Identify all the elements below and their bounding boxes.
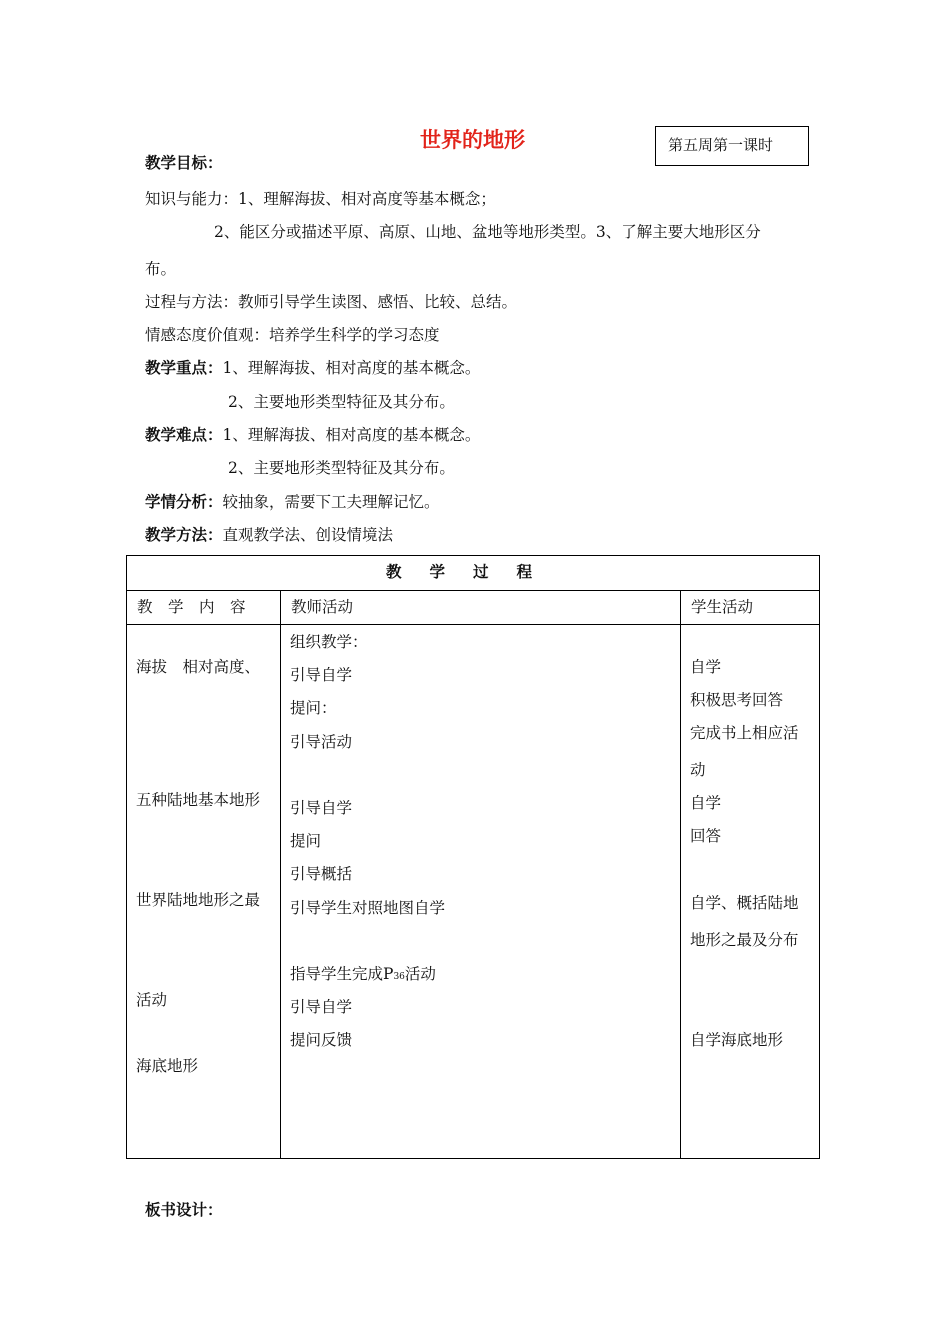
student-item: 地形之最及分布 xyxy=(690,931,799,949)
page-ref-number: 36 xyxy=(393,972,405,982)
teaching-process-table xyxy=(126,555,820,1159)
student-item: 积极思考回答 xyxy=(690,691,784,709)
teacher-item xyxy=(290,962,436,984)
teacher-item-text: 活动 xyxy=(404,965,436,983)
content-item: 活动 xyxy=(136,991,168,1009)
page-title: 世界的地形 xyxy=(420,128,525,152)
table-header: 教学过程 xyxy=(127,556,820,591)
key-point-1: 1、理解海拔、相对高度的基本概念。 xyxy=(222,359,481,377)
student-item: 自学 xyxy=(690,658,722,676)
student-item: 完成书上相应活 xyxy=(690,724,799,742)
objectives-heading: 教学目标： xyxy=(145,154,223,172)
teacher-item-text: 指导学生完成 xyxy=(290,965,384,983)
student-item: 自学 xyxy=(690,794,722,812)
key-point-2: 2、主要地形类型特征及其分布。 xyxy=(228,393,455,411)
content-item: 世界陆地地形之最 xyxy=(136,891,261,909)
teacher-item: 提问 xyxy=(290,832,322,850)
analysis-text: 较抽象，需要下工夫理解记忆。 xyxy=(222,493,440,511)
col-student-label: 学生活动 xyxy=(691,598,754,616)
teacher-item: 引导学生对照地图自学 xyxy=(290,899,446,917)
methods-label: 教学方法： xyxy=(145,526,223,544)
col-content-label: 教 学 内 容 xyxy=(137,598,246,616)
student-item: 回答 xyxy=(690,827,722,845)
difficulty-1: 1、理解海拔、相对高度的基本概念。 xyxy=(222,426,481,444)
col-header-content xyxy=(127,591,281,625)
key-points-label: 教学重点： xyxy=(145,359,223,377)
student-column xyxy=(681,625,820,1159)
content-item: 海拔 相对高度、 xyxy=(136,658,261,676)
knowledge-line-3: 布。 xyxy=(145,260,177,278)
teacher-item: 引导自学 xyxy=(290,666,353,684)
teacher-column xyxy=(281,625,681,1159)
content-item: 五种陆地基本地形 xyxy=(136,791,261,809)
teacher-item: 引导自学 xyxy=(290,799,353,817)
teacher-item: 提问： xyxy=(290,699,337,717)
teacher-item: 引导活动 xyxy=(290,733,353,751)
board-design-heading: 板书设计： xyxy=(145,1201,223,1219)
teacher-item: 提问反馈 xyxy=(290,1031,353,1049)
week-lesson-label: 第五周第一课时 xyxy=(668,136,774,154)
knowledge-line-1: 知识与能力：1、理解海拔、相对高度等基本概念； xyxy=(145,190,496,208)
emotion-values: 情感态度价值观：培养学生科学的学习态度 xyxy=(145,326,440,344)
teaching-methods xyxy=(145,525,393,545)
col-teacher-label: 教师活动 xyxy=(291,598,354,616)
student-item: 动 xyxy=(690,761,706,779)
teacher-item: 引导概括 xyxy=(290,865,353,883)
difficulties-label: 教学难点： xyxy=(145,426,223,444)
content-column xyxy=(127,625,281,1159)
analysis-label: 学情分析： xyxy=(145,493,223,511)
content-item: 海底地形 xyxy=(136,1057,199,1075)
process-method: 过程与方法：教师引导学生读图、感悟、比较、总结。 xyxy=(145,293,518,311)
key-points xyxy=(145,358,480,378)
col-header-student xyxy=(681,591,820,625)
difficulty-2: 2、主要地形类型特征及其分布。 xyxy=(228,459,455,477)
teacher-item: 引导自学 xyxy=(290,998,353,1016)
student-analysis xyxy=(145,492,440,512)
methods-text: 直观教学法、创设情境法 xyxy=(222,526,394,544)
page-ref-letter: P xyxy=(383,965,394,983)
student-item: 自学、概括陆地 xyxy=(690,894,799,912)
student-item: 自学海底地形 xyxy=(690,1031,784,1049)
knowledge-line-2: 2、能区分或描述平原、高原、山地、盆地等地形类型。3、了解主要大地形区分 xyxy=(214,223,761,241)
week-lesson-box xyxy=(655,126,809,166)
teacher-item: 组织教学： xyxy=(290,633,368,651)
difficulties xyxy=(145,425,480,445)
col-header-teacher xyxy=(281,591,681,625)
